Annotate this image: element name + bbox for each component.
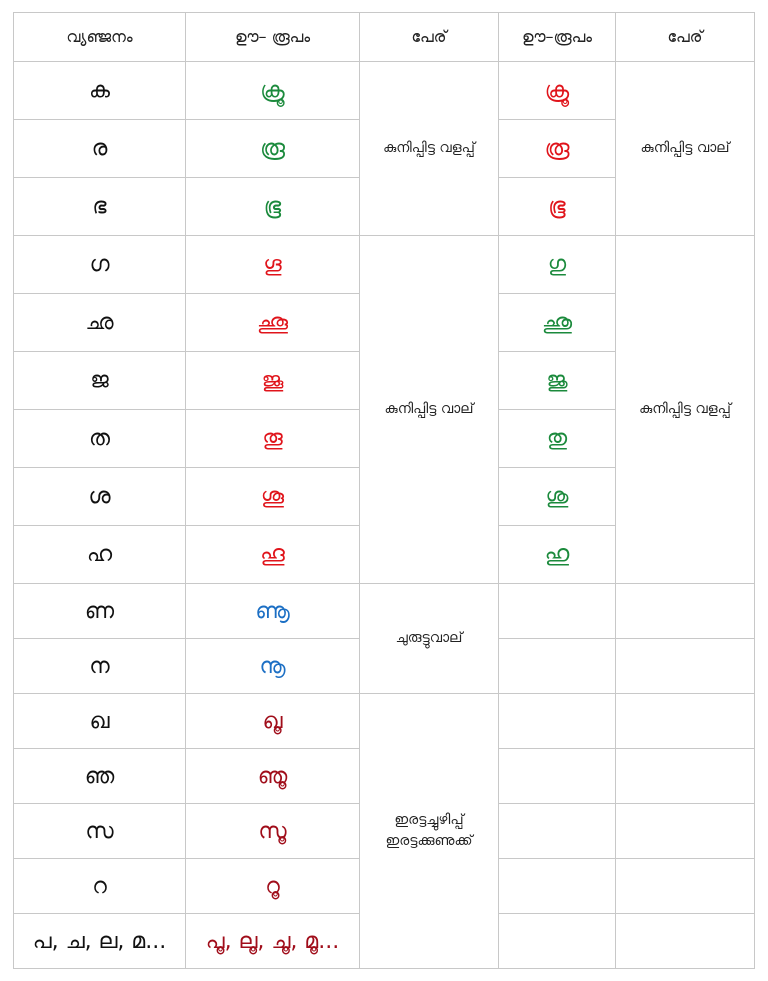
empty-cell — [616, 859, 755, 914]
uu-form-2-cell: ഗു — [499, 236, 616, 294]
consonant-cell: ഖ — [14, 694, 186, 749]
empty-cell — [499, 804, 616, 859]
empty-cell — [616, 914, 755, 969]
empty-cell — [499, 859, 616, 914]
group-name-line-1: ഇരട്ടച്ചുഴിപ്പ് — [394, 812, 464, 828]
uu-form-cell: ഭൂ — [186, 178, 360, 236]
consonant-cell: ശ — [14, 468, 186, 526]
consonant-cell: ഛ — [14, 294, 186, 352]
uu-form-cell: രൂ — [186, 120, 360, 178]
header-consonant: വ്യഞ്ജനം — [14, 13, 186, 62]
uu-form-2-cell: രൂ — [499, 120, 616, 178]
empty-cell — [499, 749, 616, 804]
consonant-cell: ഹ — [14, 526, 186, 584]
uu-form-2-cell: ഹു — [499, 526, 616, 584]
uu-form-cell: ണൂ — [186, 584, 360, 639]
group-name-line-2: ഇരട്ടക്കുണുക്ക് — [385, 833, 473, 849]
consonant-cell: പ, ച, ല, മ... — [14, 914, 186, 969]
consonant-cell: സ — [14, 804, 186, 859]
table-row — [14, 694, 755, 749]
group-name-cell: കുനിപ്പിട്ട വളപ്പ് — [360, 62, 499, 236]
uu-form-cell: ക്രൂ — [186, 62, 360, 120]
empty-cell — [616, 749, 755, 804]
uu-form-cell: പൂ, ലൂ, ചൂ, മൂ... — [186, 914, 360, 969]
empty-cell — [499, 584, 616, 639]
header-name-1: പേര് — [360, 13, 499, 62]
consonant-cell: ണ — [14, 584, 186, 639]
consonant-cell: ജ — [14, 352, 186, 410]
consonant-cell: റ — [14, 859, 186, 914]
empty-cell — [499, 639, 616, 694]
table-row — [14, 584, 755, 639]
consonant-cell: ര — [14, 120, 186, 178]
vowel-sign-table — [13, 12, 755, 969]
table-row — [14, 236, 755, 294]
empty-cell — [616, 639, 755, 694]
uu-form-2-cell: ഛു — [499, 294, 616, 352]
empty-cell — [616, 694, 755, 749]
uu-form-2-cell: ഭൂ — [499, 178, 616, 236]
uu-form-cell: റൂ — [186, 859, 360, 914]
uu-form-2-cell: ജു — [499, 352, 616, 410]
consonant-cell: ന — [14, 639, 186, 694]
consonant-cell: ഞ — [14, 749, 186, 804]
consonant-cell: ക — [14, 62, 186, 120]
uu-form-cell: നൂ — [186, 639, 360, 694]
uu-form-cell: ഹൂ — [186, 526, 360, 584]
empty-cell — [499, 694, 616, 749]
header-uu-form-1: ഊ– രൂപം — [186, 13, 360, 62]
consonant-cell: ഭ — [14, 178, 186, 236]
empty-cell — [499, 914, 616, 969]
uu-form-cell: തൂ — [186, 410, 360, 468]
group-name-cell — [360, 694, 499, 969]
empty-cell — [616, 804, 755, 859]
uu-form-cell: ഗൂ — [186, 236, 360, 294]
consonant-cell: ഗ — [14, 236, 186, 294]
uu-form-cell: ഖൂ — [186, 694, 360, 749]
uu-form-2-cell: ശു — [499, 468, 616, 526]
uu-form-2-cell: ക്രൂ — [499, 62, 616, 120]
uu-form-cell: ഞൂ — [186, 749, 360, 804]
group-name-2-cell: കുനിപ്പിട്ട വാല് — [616, 62, 755, 236]
uu-form-cell: ശൂ — [186, 468, 360, 526]
group-name-cell: കുനിപ്പിട്ട വാല് — [360, 236, 499, 584]
empty-cell — [616, 584, 755, 639]
header-uu-form-2: ഊ–രൂപം — [499, 13, 616, 62]
uu-form-cell: ജൂ — [186, 352, 360, 410]
group-name-cell: ചുരുട്ടുവാല് — [360, 584, 499, 694]
uu-form-2-cell: തു — [499, 410, 616, 468]
group-name-2-cell: കുനിപ്പിട്ട വളപ്പ് — [616, 236, 755, 584]
consonant-cell: ത — [14, 410, 186, 468]
table-row — [14, 62, 755, 120]
header-name-2: പേര് — [616, 13, 755, 62]
uu-form-cell: സൂ — [186, 804, 360, 859]
uu-form-cell: ഛൂ — [186, 294, 360, 352]
